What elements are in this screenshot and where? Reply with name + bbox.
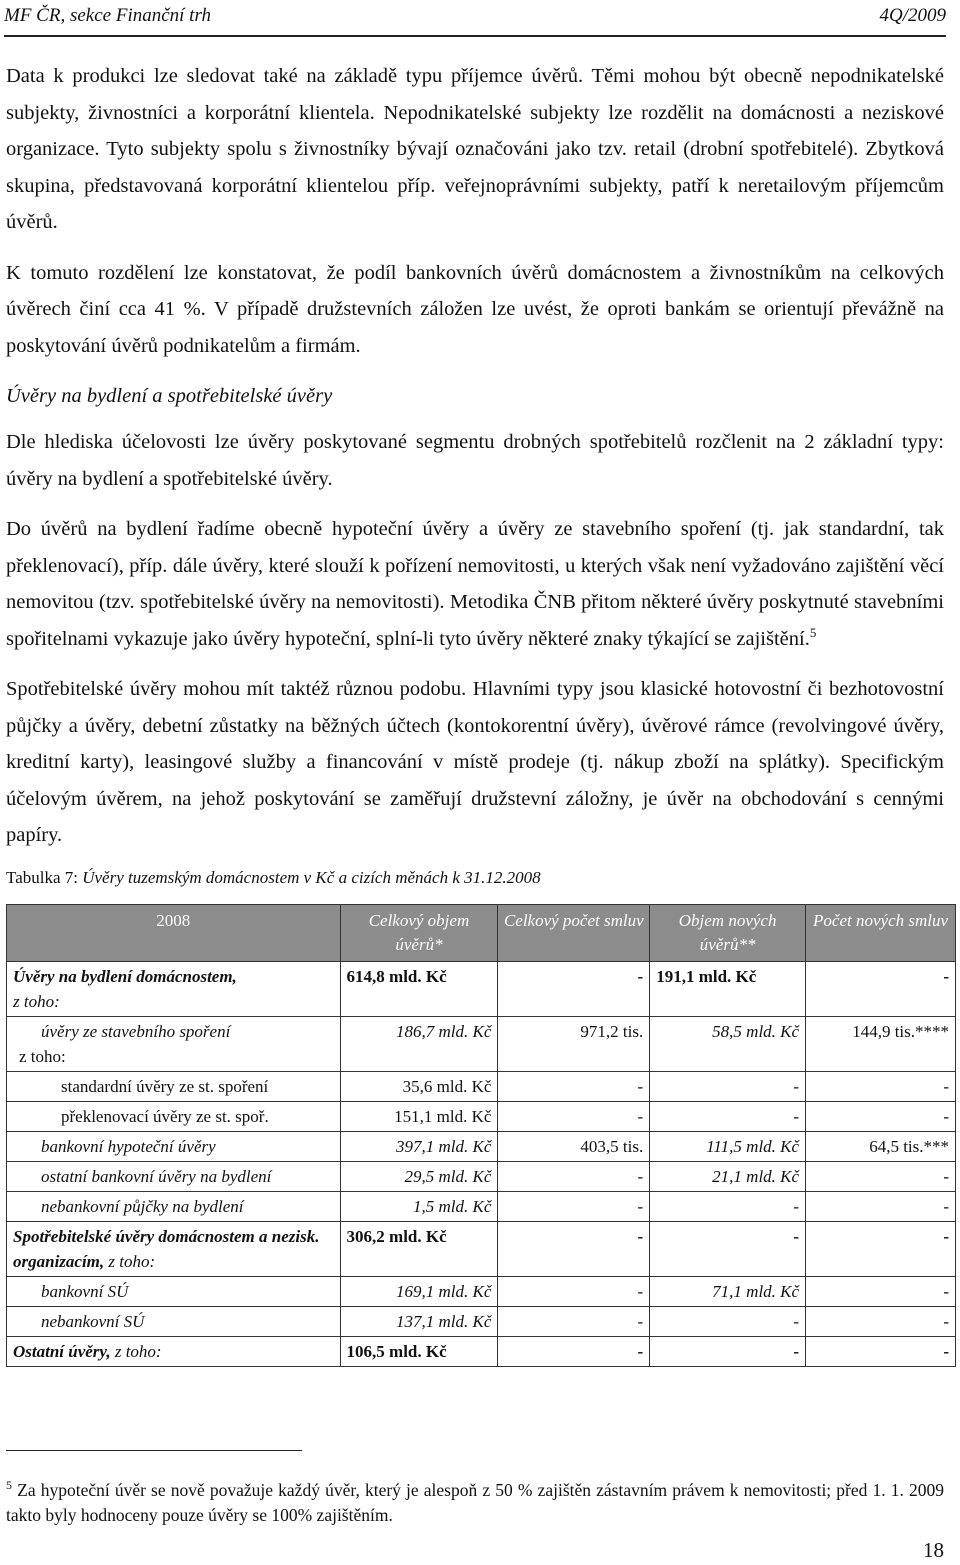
cell-new-volume: - — [650, 1191, 806, 1221]
row-label: nebankovní půjčky na bydlení — [7, 1191, 341, 1221]
page-header — [4, 2, 946, 30]
cell-total-volume: 306,2 mld. Kč — [340, 1221, 498, 1276]
cell-new-volume: - — [650, 1221, 806, 1276]
footnote-text: Za hypoteční úvěr se nově považuje každý úvěr, který je alespoň z 50 % zajištěn zástavním právem k nemovitosti; před 1. 1. 2009 takto byly hodnoceny pouze úvěry se 100% zajištěním. — [6, 1480, 944, 1525]
cell-total-count: 971,2 tis. — [498, 1016, 650, 1071]
cell-new-volume: 71,1 mld. Kč — [650, 1276, 806, 1306]
table-row — [7, 961, 956, 1016]
cell-total-count: - — [498, 1221, 650, 1276]
cell-new-volume: - — [650, 1071, 806, 1101]
row-label: překlenovací úvěry ze st. spoř. — [7, 1101, 341, 1131]
cell-new-count: - — [806, 1191, 956, 1221]
table-header: Objem nových úvěrů** — [650, 904, 806, 961]
cell-total-count: - — [498, 1276, 650, 1306]
cell-total-count: - — [498, 1161, 650, 1191]
cell-total-count: - — [498, 1306, 650, 1336]
cell-total-volume: 35,6 mld. Kč — [340, 1071, 498, 1101]
cell-new-count: - — [806, 1336, 956, 1366]
cell-total-volume: 614,8 mld. Kč — [340, 961, 498, 1016]
cell-total-count: - — [498, 1101, 650, 1131]
caption-text: Úvěry tuzemským domácnostem v Kč a cizích měnách k 31.12.2008 — [82, 867, 541, 887]
row-label — [7, 1336, 341, 1366]
row-label-sub: z toho: — [19, 1046, 66, 1066]
cell-new-volume: 58,5 mld. Kč — [650, 1016, 806, 1071]
table-caption — [6, 868, 944, 888]
cell-new-volume: 21,1 mld. Kč — [650, 1161, 806, 1191]
row-label — [7, 1221, 341, 1276]
row-label: standardní úvěry ze st. spoření — [7, 1071, 341, 1101]
cell-new-volume: - — [650, 1336, 806, 1366]
cell-new-volume: 111,5 mld. Kč — [650, 1131, 806, 1161]
cell-total-volume: 1,5 mld. Kč — [340, 1191, 498, 1221]
cell-new-volume: - — [650, 1101, 806, 1131]
row-label: bankovní SÚ — [7, 1276, 341, 1306]
table-row — [7, 1101, 956, 1131]
header-rule — [4, 35, 946, 37]
cell-total-volume: 169,1 mld. Kč — [340, 1276, 498, 1306]
paragraph-4 — [6, 511, 944, 657]
table-row — [7, 1336, 956, 1366]
paragraph-1: Data k produkci lze sledovat také na základě typu příjemce úvěrů. Těmi mohou být obecně nepodnikatelské subjekty, živnostníci a korporátní klientela. Nepodnikatelské subjekty lze rozdělit na domácnosti a neziskové organizace. Tyto subjekty spolu s živnostníky bývají označováni jako tzv. retail (drobní spotřebitelé). Zbytková skupina, představovaná korporátní klientelou příp. veřejnoprávními subjekty, patří k neretailovým příjemcům úvěrů. — [6, 65, 944, 233]
table-row — [7, 1191, 956, 1221]
table-row — [7, 1161, 956, 1191]
row-label: nebankovní SÚ — [7, 1306, 341, 1336]
cell-total-count: - — [498, 1336, 650, 1366]
cell-total-count: 403,5 tis. — [498, 1131, 650, 1161]
row-label: bankovní hypoteční úvěry — [7, 1131, 341, 1161]
row-label-sub: z toho: — [108, 1251, 156, 1271]
cell-new-count: - — [806, 1276, 956, 1306]
cell-total-count: - — [498, 1071, 650, 1101]
table-row — [7, 1306, 956, 1336]
row-label — [7, 1016, 341, 1071]
cell-new-volume: 191,1 mld. Kč — [650, 961, 806, 1016]
cell-new-count: - — [806, 1161, 956, 1191]
table-header: Počet nových smluv — [806, 904, 956, 961]
footnote — [6, 1478, 944, 1528]
table-row — [7, 1131, 956, 1161]
cell-total-count: - — [498, 961, 650, 1016]
paragraph-5: Spotřebitelské úvěry mohou mít taktéž různou podobu. Hlavními typy jsou klasické hotovostní či bezhotovostní půjčky a úvěry, debetní zůstatky na běžných účtech (kontokorentní úvěry), úvěrové rámce (revolvingové úvěry, kreditní karty), leasingové služby a financování v místě prodeje (tj. nákup zboží na splátky). Specifickým účelovým úvěrem, na jehož poskytování se zaměřují družstevní záložny, je úvěr na obchodování s cennými papíry. — [6, 678, 944, 846]
cell-total-volume: 186,7 mld. Kč — [340, 1016, 498, 1071]
cell-total-volume: 151,1 mld. Kč — [340, 1101, 498, 1131]
row-label-sub: z toho: — [13, 991, 60, 1011]
cell-new-count: - — [806, 1306, 956, 1336]
cell-total-volume: 137,1 mld. Kč — [340, 1306, 498, 1336]
footnote-ref[interactable]: 5 — [809, 624, 817, 640]
table-header: Celkový počet smluv — [498, 904, 650, 961]
row-label: ostatní bankovní úvěry na bydlení — [7, 1161, 341, 1191]
cell-total-count: - — [498, 1191, 650, 1221]
table-header: Celkový objem úvěrů* — [340, 904, 498, 961]
table-row — [7, 1221, 956, 1276]
section-heading: Úvěry na bydlení a spotřebitelské úvěry — [6, 385, 333, 407]
paragraph-4-text: Do úvěrů na bydlení řadíme obecně hypoteční úvěry a úvěry ze stavebního spoření (tj. jak standardní, tak překlenovací), příp. dále úvěry, které slouží k pořízení nemovitosti, u kterých však není vyžadováno zajištění věcí nemovitou (tzv. spotřebitelské úvěry na nemovitosti). Metodika ČNB přitom některé úvěry poskytnuté stavebními spořitelnami vykazuje jako úvěry hypoteční, splní-li tyto úvěry některé znaky týkající se zajištění. — [6, 518, 944, 650]
cell-new-count: - — [806, 1221, 956, 1276]
footnote-number: 5 — [6, 1478, 12, 1493]
page-content — [6, 58, 949, 1367]
row-label-main: Úvěry na bydlení domácnostem, — [13, 966, 237, 986]
cell-new-count: - — [806, 1101, 956, 1131]
loans-table — [6, 904, 956, 1367]
cell-new-count: - — [806, 961, 956, 1016]
table-header: 2008 — [7, 904, 341, 961]
cell-new-count: 144,9 tis.**** — [806, 1016, 956, 1071]
row-label-main: úvěry ze stavebního spoření — [41, 1021, 231, 1041]
table-row — [7, 1016, 956, 1071]
cell-total-volume: 397,1 mld. Kč — [340, 1131, 498, 1161]
cell-new-count: 64,5 tis.*** — [806, 1131, 956, 1161]
cell-total-volume: 106,5 mld. Kč — [340, 1336, 498, 1366]
row-label-main: Ostatní úvěry, — [13, 1341, 111, 1361]
cell-total-volume: 29,5 mld. Kč — [340, 1161, 498, 1191]
paragraph-2: K tomuto rozdělení lze konstatovat, že podíl bankovních úvěrů domácnostem a živnostníkům na celkových úvěrech činí cca 41 %. V případě družstevních záložen lze uvést, že oproti bankám se orientují převážně na poskytování úvěrů podnikatelům a firmám. — [6, 261, 944, 357]
cell-new-volume: - — [650, 1306, 806, 1336]
page-number: 18 — [923, 1538, 944, 1562]
table-row — [7, 1071, 956, 1101]
row-label — [7, 961, 341, 1016]
table-row — [7, 1276, 956, 1306]
row-label-main: Spotřebitelské úvěry domácnostem a nezisk. organizacím, — [13, 1226, 320, 1271]
header-right: 4Q/2009 — [879, 5, 946, 26]
caption-prefix: Tabulka 7: — [6, 867, 83, 887]
header-left: MF ČR, sekce Finanční trh — [4, 5, 212, 26]
paragraph-3: Dle hlediska účelovosti lze úvěry poskytované segmentu drobných spotřebitelů rozčlenit na 2 základní typy: úvěry na bydlení a spotřebitelské úvěry. — [6, 431, 944, 490]
cell-new-count: - — [806, 1071, 956, 1101]
table-header-row — [7, 904, 956, 961]
row-label-sub: z toho: — [114, 1341, 162, 1361]
footnote-separator — [6, 1450, 302, 1451]
